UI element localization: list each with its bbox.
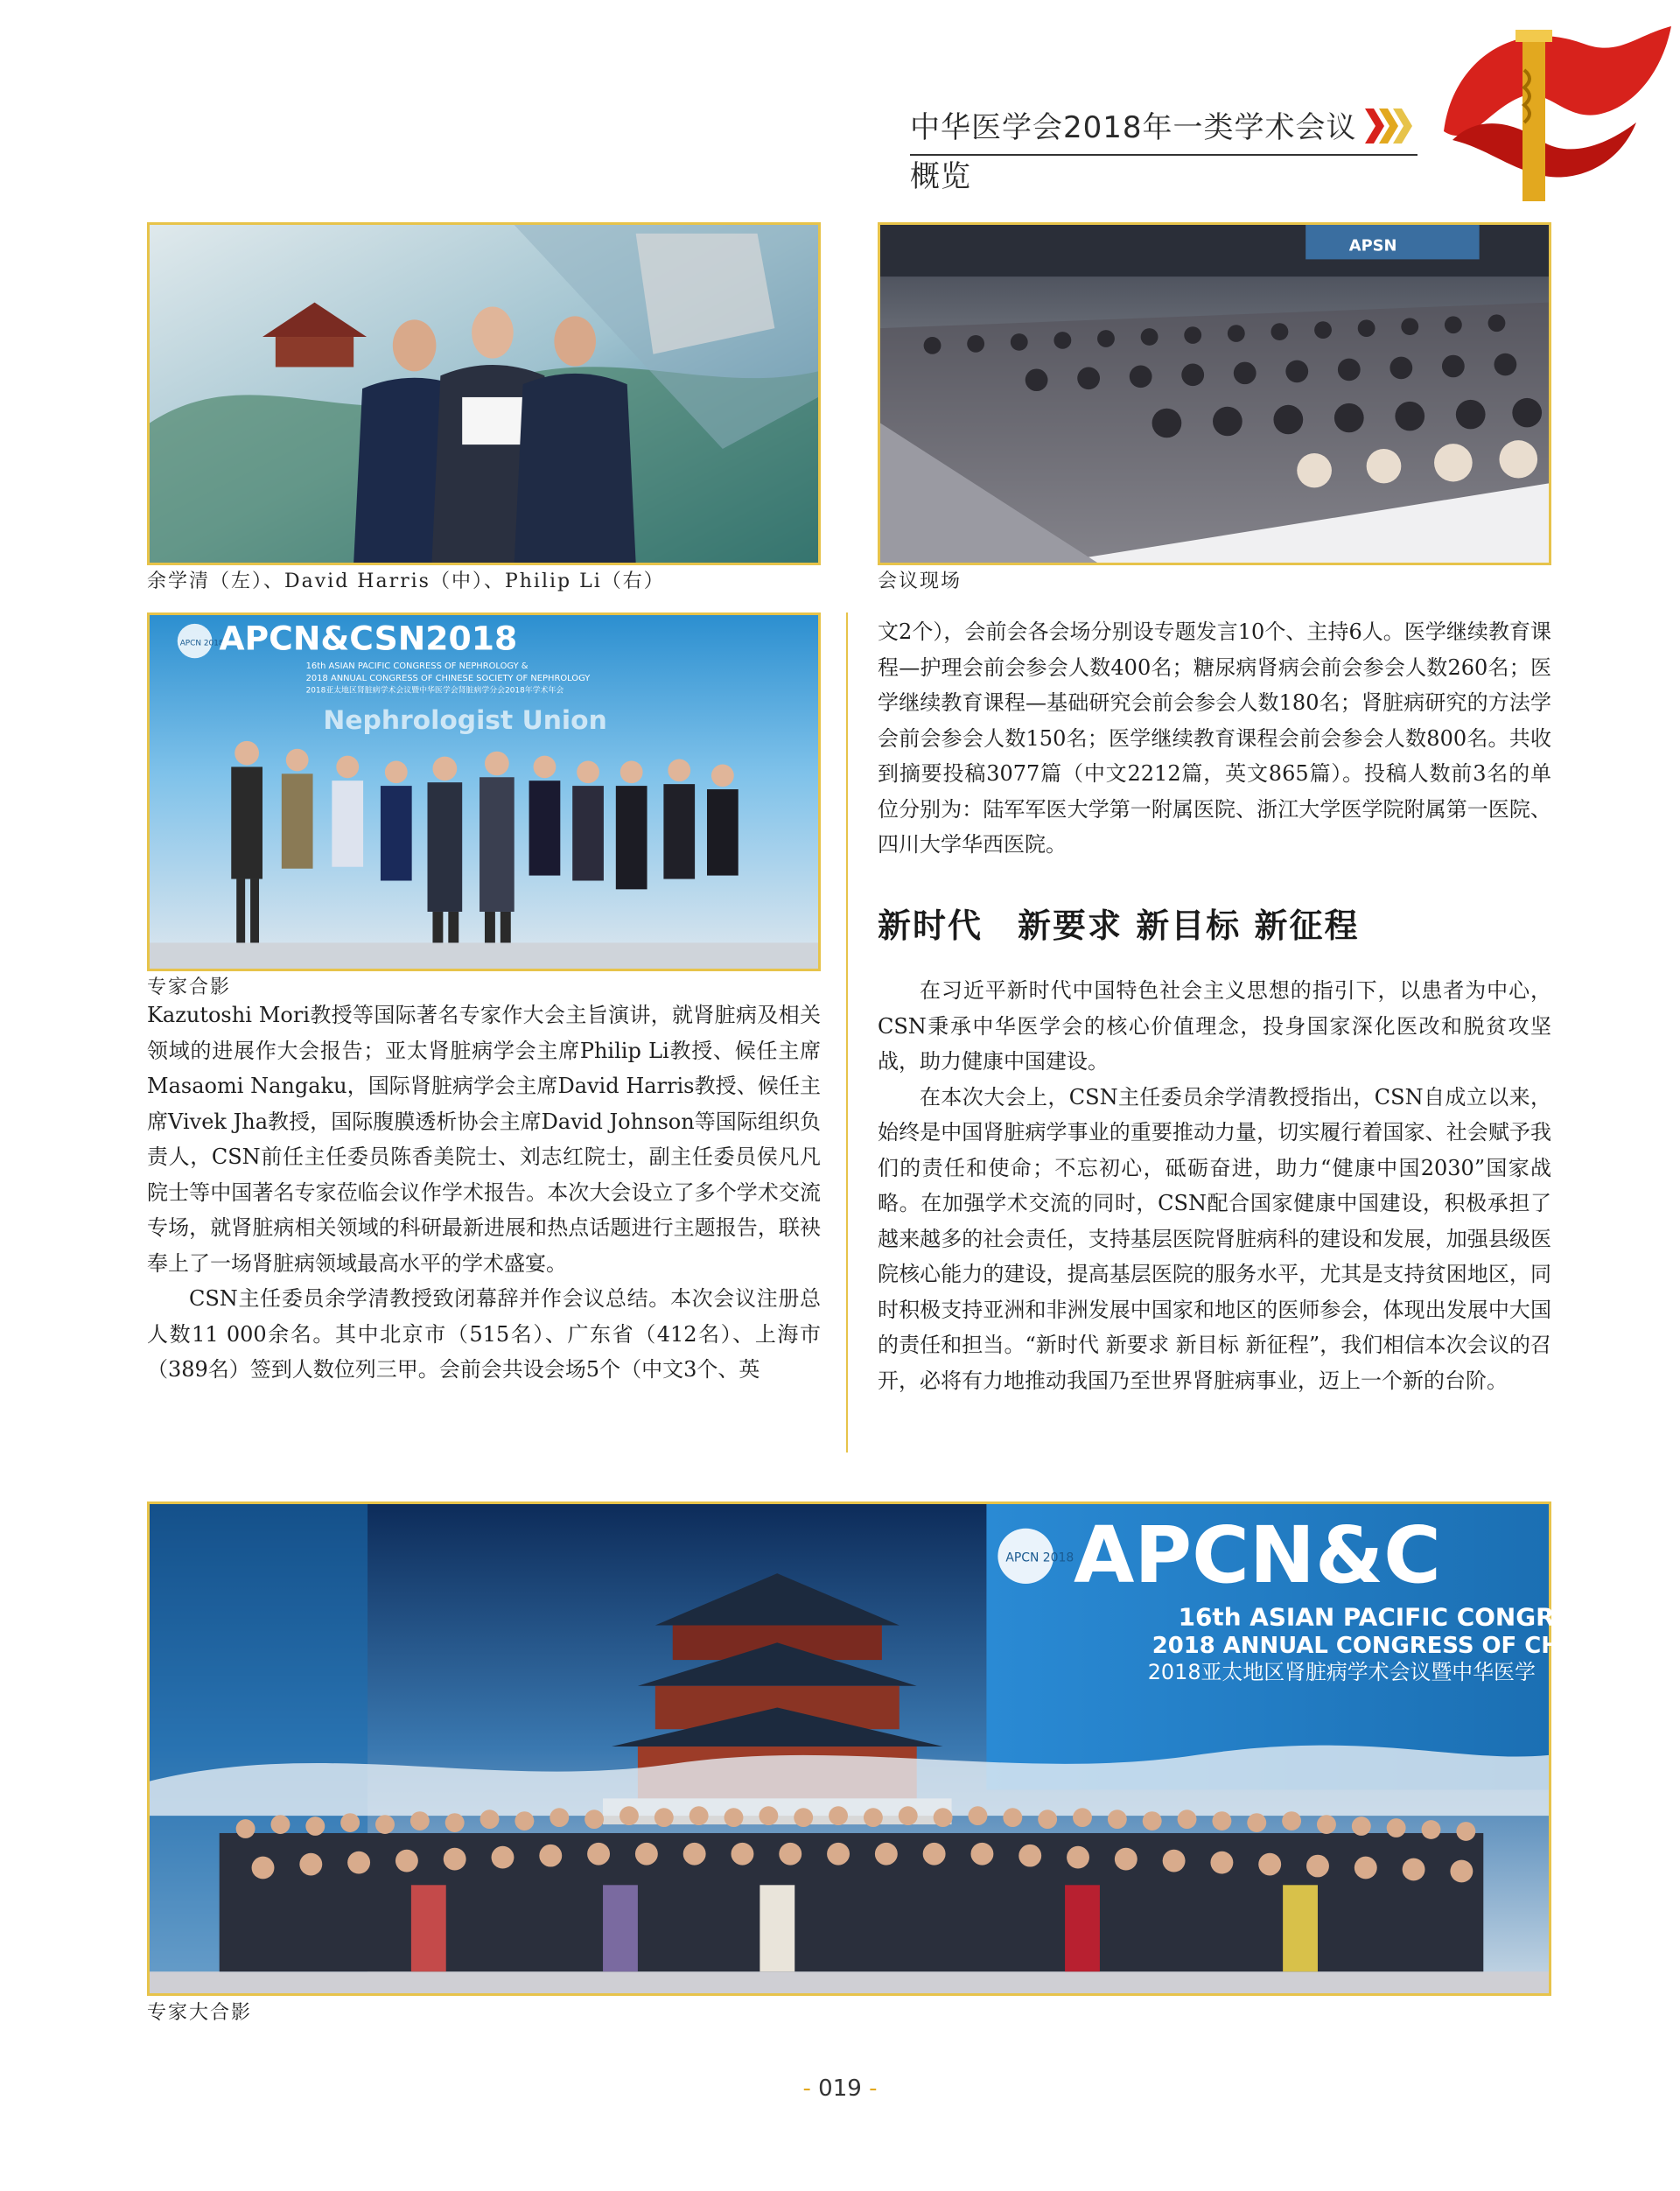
section-title: 新时代 新要求 新目标 新征程: [878, 906, 1360, 945]
left-paragraph-1: Kazutoshi Mori教授等国际著名专家作大会主旨演讲，就肾脏病及相关领域的进展作大会报告；亚太肾脏病学会主席Philip Li教授、候任主席Masaomi Nangaku，国际肾脏病学会主席David Harris教授、候任主席Vivek Jha教授，国际腹膜透析协会主席David Johnson等国际组织负责人，CSN前任主任委员陈香美院士、刘志红院士，副主任委员侯凡凡院士等中国著名专家莅临会议作学术报告。本次大会设立了多个学术交流专场，就肾脏病相关领域的科研最新进展和热点话题进行主题报告，联袂奉上了一场肾脏病领域最高水平的学术盛宴。: [147, 1003, 821, 1276]
caption-large-group: 专家大合影: [147, 2002, 253, 2024]
right-paragraph-1: 在习近平新时代中国特色社会主义思想的指引下，以患者为中心，CSN秉承中华医学会的核心价值理念，投身国家深化医改和脱贫攻坚战，助力健康中国建设。: [878, 978, 1551, 1074]
right-column-body: [878, 973, 1551, 1398]
stage-screen-text: APSN: [1348, 236, 1397, 256]
page-number: - 019 -: [802, 2076, 878, 2102]
small-banner-line1: 16th ASIAN PACIFIC CONGRESS OF NEPHROLOGY &: [305, 662, 528, 672]
small-banner-logo: APCN 2018: [179, 639, 224, 648]
small-banner-line3: 2018亚太地区肾脏病学术会议暨中华医学会肾脏病学分会2018年学术年会: [305, 686, 564, 696]
column-divider: [846, 612, 848, 1452]
left-column-text: [147, 998, 821, 1388]
header-stripes-decoration: [1365, 108, 1418, 144]
photo-conference-hall: [878, 222, 1551, 565]
photo-three-men: [147, 222, 821, 565]
page-number-value: 019: [818, 2076, 862, 2102]
big-banner-logo: APCN 2018: [1005, 1550, 1074, 1565]
big-banner-title: APCN&C: [1074, 1510, 1441, 1601]
running-header-title: 中华医学会2018年一类学术会议概览: [910, 110, 1357, 194]
red-flag-pillar-emblem: [1418, 9, 1680, 210]
caption-expert-group: 专家合影: [147, 976, 232, 998]
right-paragraph-2: 在本次大会上，CSN主任委员余学清教授指出，CSN自成立以来，始终是中国肾脏病学事业的重要推动力量，切实履行着国家、社会赋予我们的责任和使命；不忘初心，砥砺奋进，助力“健康中国2030”国家战略。在加强学术交流的同时，CSN配合国家健康中国建设，积极承担了越来越多的社会责任，支持基层医院肾脏病科的建设和发展，加强县级医院核心能力的建设，提高基层医院的服务水平，尤其是支持贫困地区，同时积极支持亚洲和非洲发展中国家和地区的医师参会，体现出发展中大国的责任和担当。“新时代 新要求 新目标 新征程”，我们相信本次会议的召开，必将有力地推动我国乃至世界肾脏病事业，迈上一个新的台阶。: [878, 1084, 1551, 1393]
big-banner-line3: 2018亚太地区肾脏病学术会议暨中华医学: [1147, 1659, 1536, 1684]
header-rule: [910, 154, 1418, 156]
small-banner-tagline: Nephrologist Union: [323, 704, 607, 736]
caption-three-men: 余学清（左）、David Harris（中）、Philip Li（右）: [147, 570, 665, 592]
small-banner-line2: 2018 ANNUAL CONGRESS OF CHINESE SOCIETY OF NEPHROLOGY: [305, 673, 591, 683]
big-banner-line1: 16th ASIAN PACIFIC CONGRESS: [1178, 1602, 1606, 1632]
right-continuation-paragraph: 文2个），会前会各会场分别设专题发言10个、主持6人。医学继续教育课程—护理会前会参会人数400名；糖尿病肾病会前会参会人数260名；医学继续教育课程—基础研究会前会参会人数180名；肾脏病研究的方法学会前会参会人数150名；医学继续教育课程会前会参会人数800名。共收到摘要投稿3077篇（中文2212篇，英文865篇）。投稿人数前3名的单位分别为：陆军军医大学第一附属医院、浙江大学医学院附属第一医院、四川大学华西医院。: [878, 620, 1551, 857]
caption-conference-hall: 会议现场: [878, 570, 962, 592]
photo-large-group: [147, 1502, 1620, 1996]
right-column-continuation: [878, 614, 1551, 863]
big-banner-line2: 2018 ANNUAL CONGRESS OF CHINES: [1152, 1633, 1620, 1660]
left-paragraph-2: CSN主任委员余学清教授致闭幕辞并作会议总结。本次会议注册总人数11 000余名。其中北京市（515名）、广东省（412名）、上海市（389名）签到人数位列三甲。会前会共设会场5个（中文3个、英: [147, 1286, 821, 1382]
small-banner-title: APCN&CSN2018: [219, 619, 518, 658]
photo-expert-group: [147, 612, 821, 971]
